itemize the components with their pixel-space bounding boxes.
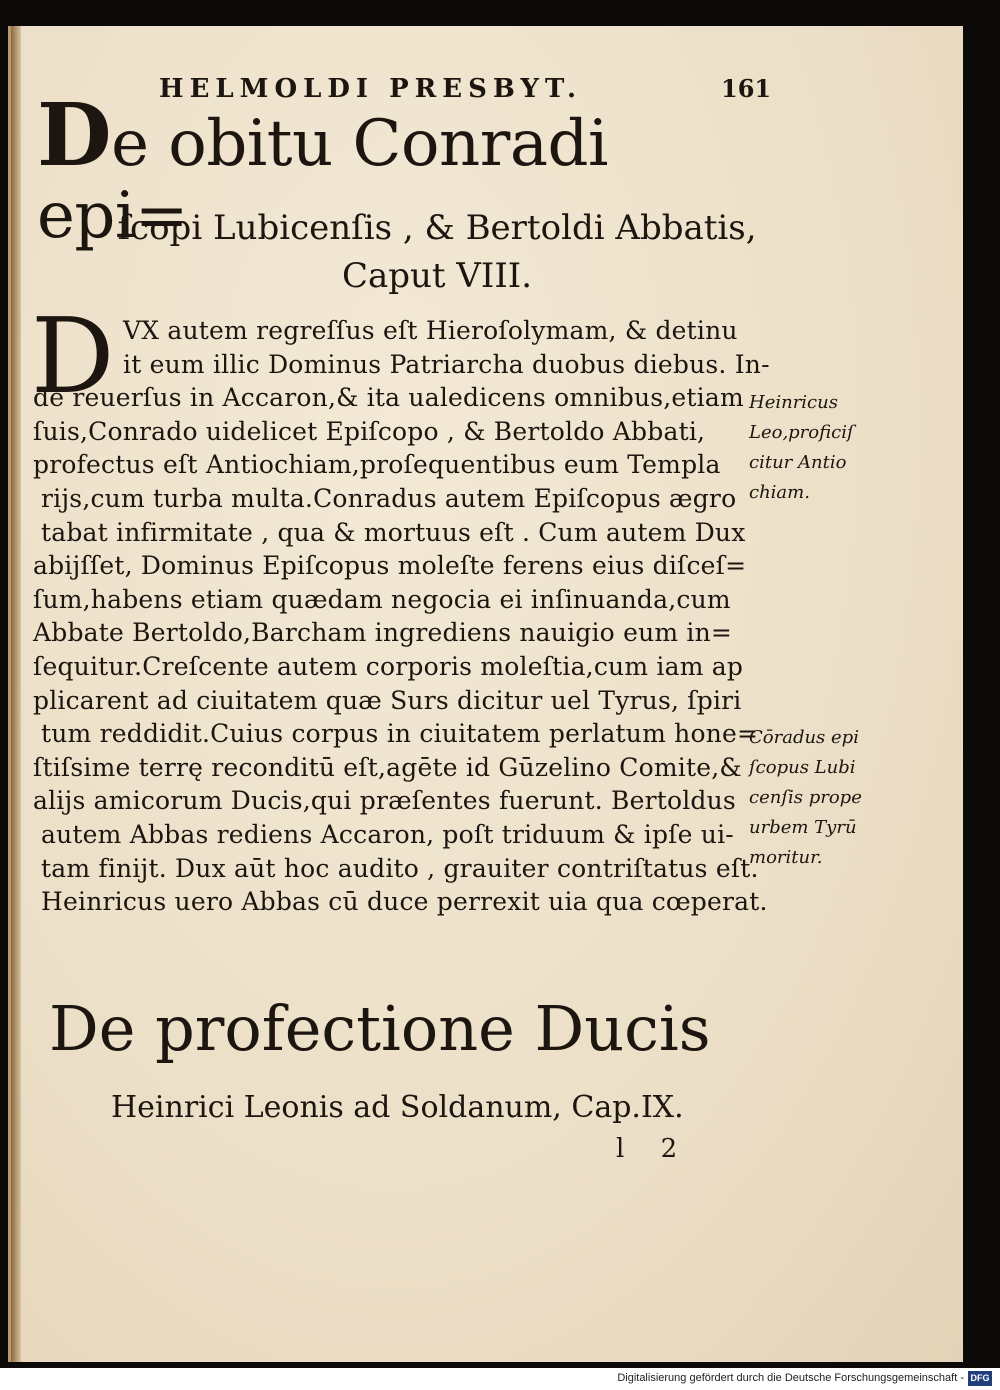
body-line: it eum illic Dominus Patriarcha duobus diebus. In- (123, 349, 770, 379)
marginal-line: citur Antio (749, 452, 847, 473)
body-line: Heinricus uero Abbas cū duce perrexit uia qua cœperat. (41, 887, 768, 917)
dfg-logo-icon: DFG (968, 1371, 992, 1386)
body-line: tam finijt. Dux aūt hoc audito , grauiter contriſtatus eſt. (41, 853, 759, 883)
body-line: VX autem regreſſus eſt Hieroſolymam, & detinu (123, 316, 738, 345)
marginal-note-heinricus (749, 388, 889, 508)
marginal-line: Heinricus (749, 392, 838, 413)
body-line: tum reddidit.Cuius corpus in ciuitatem perlatum hone= (41, 719, 759, 749)
marginal-note-conradus (749, 723, 889, 873)
body-line: tabat infirmitate , qua & mortuus eſt . Cum autem Dux (41, 517, 746, 547)
book-page (8, 26, 963, 1362)
body-line: plicarent ad ciuitatem quæ Surs dicitur uel Tyrus, ſpiri (33, 685, 742, 715)
body-line: alijs amicorum Ducis,qui præſentes fuerunt. Bertoldus (33, 786, 736, 816)
body-line: ſuis,Conrado uidelicet Epiſcopo , & Bertoldo Abbati, (33, 416, 706, 446)
signature-mark: l 2 (616, 1134, 692, 1164)
marginal-line: chiam. (749, 482, 810, 503)
chapter-title-line-2: ſcopi Lubicenſis , & Bertoldi Abbatis, (117, 208, 757, 248)
chapter-title-text: e obitu Conradi epi= (37, 107, 608, 253)
chapter-title-initial: D (37, 85, 112, 186)
body-line: rijs,cum turba multa.Conradus autem Epiſcopus ægro (41, 483, 737, 513)
running-head: HELMOLDI PRESBYT. (159, 74, 583, 104)
marginal-line: urbem Tyrū (749, 817, 857, 838)
next-chapter-title-line-1: De profectione Ducis (49, 992, 711, 1065)
body-line: ſequitur.Creſcente autem corporis moleſtia,cum iam ap (33, 651, 744, 681)
marginal-line: Cōradus epi (749, 727, 859, 748)
body-line: Abbate Bertoldo,Barcham ingrediens nauigio eum in= (33, 618, 733, 648)
marginal-line: Leo,proficiſ (749, 422, 854, 443)
footer-bar (0, 1368, 1000, 1390)
next-chapter-title-line-2: Heinrici Leonis ad Soldanum, Cap.IX. (111, 1090, 684, 1125)
body-line: ſtiſsime terrę reconditū eſt,agēte id Gūzelino Comite,& (33, 752, 742, 782)
marginal-line: cenſis prope (749, 787, 862, 808)
body-line: autem Abbas rediens Accaron, poſt triduum & ipſe ui- (41, 819, 734, 849)
drop-cap: D (31, 295, 115, 417)
page-number: 161 (721, 74, 772, 103)
marginal-line: moritur. (749, 847, 823, 868)
funding-credit: Digitalisierung gefördert durch die Deutsche Forschungsgemeinschaft - (617, 1372, 964, 1384)
body-line: ſum,habens etiam quædam negocia ei inſinuanda,cum (33, 584, 731, 614)
marginal-line: ſcopus Lubi (749, 757, 856, 778)
body-text (33, 314, 770, 919)
body-line: abijſſet, Dominus Epiſcopus moleſte ferens eius diſceſ= (33, 551, 747, 581)
chapter-title-line-3: Caput VIII. (341, 256, 533, 296)
page-spine-edge (11, 26, 21, 1362)
body-line: profectus eſt Antiochiam,proſequentibus eum Templa (33, 450, 721, 480)
body-line: de reuerſus in Accaron,& ita ualedicens omnibus,etiam (33, 383, 744, 413)
